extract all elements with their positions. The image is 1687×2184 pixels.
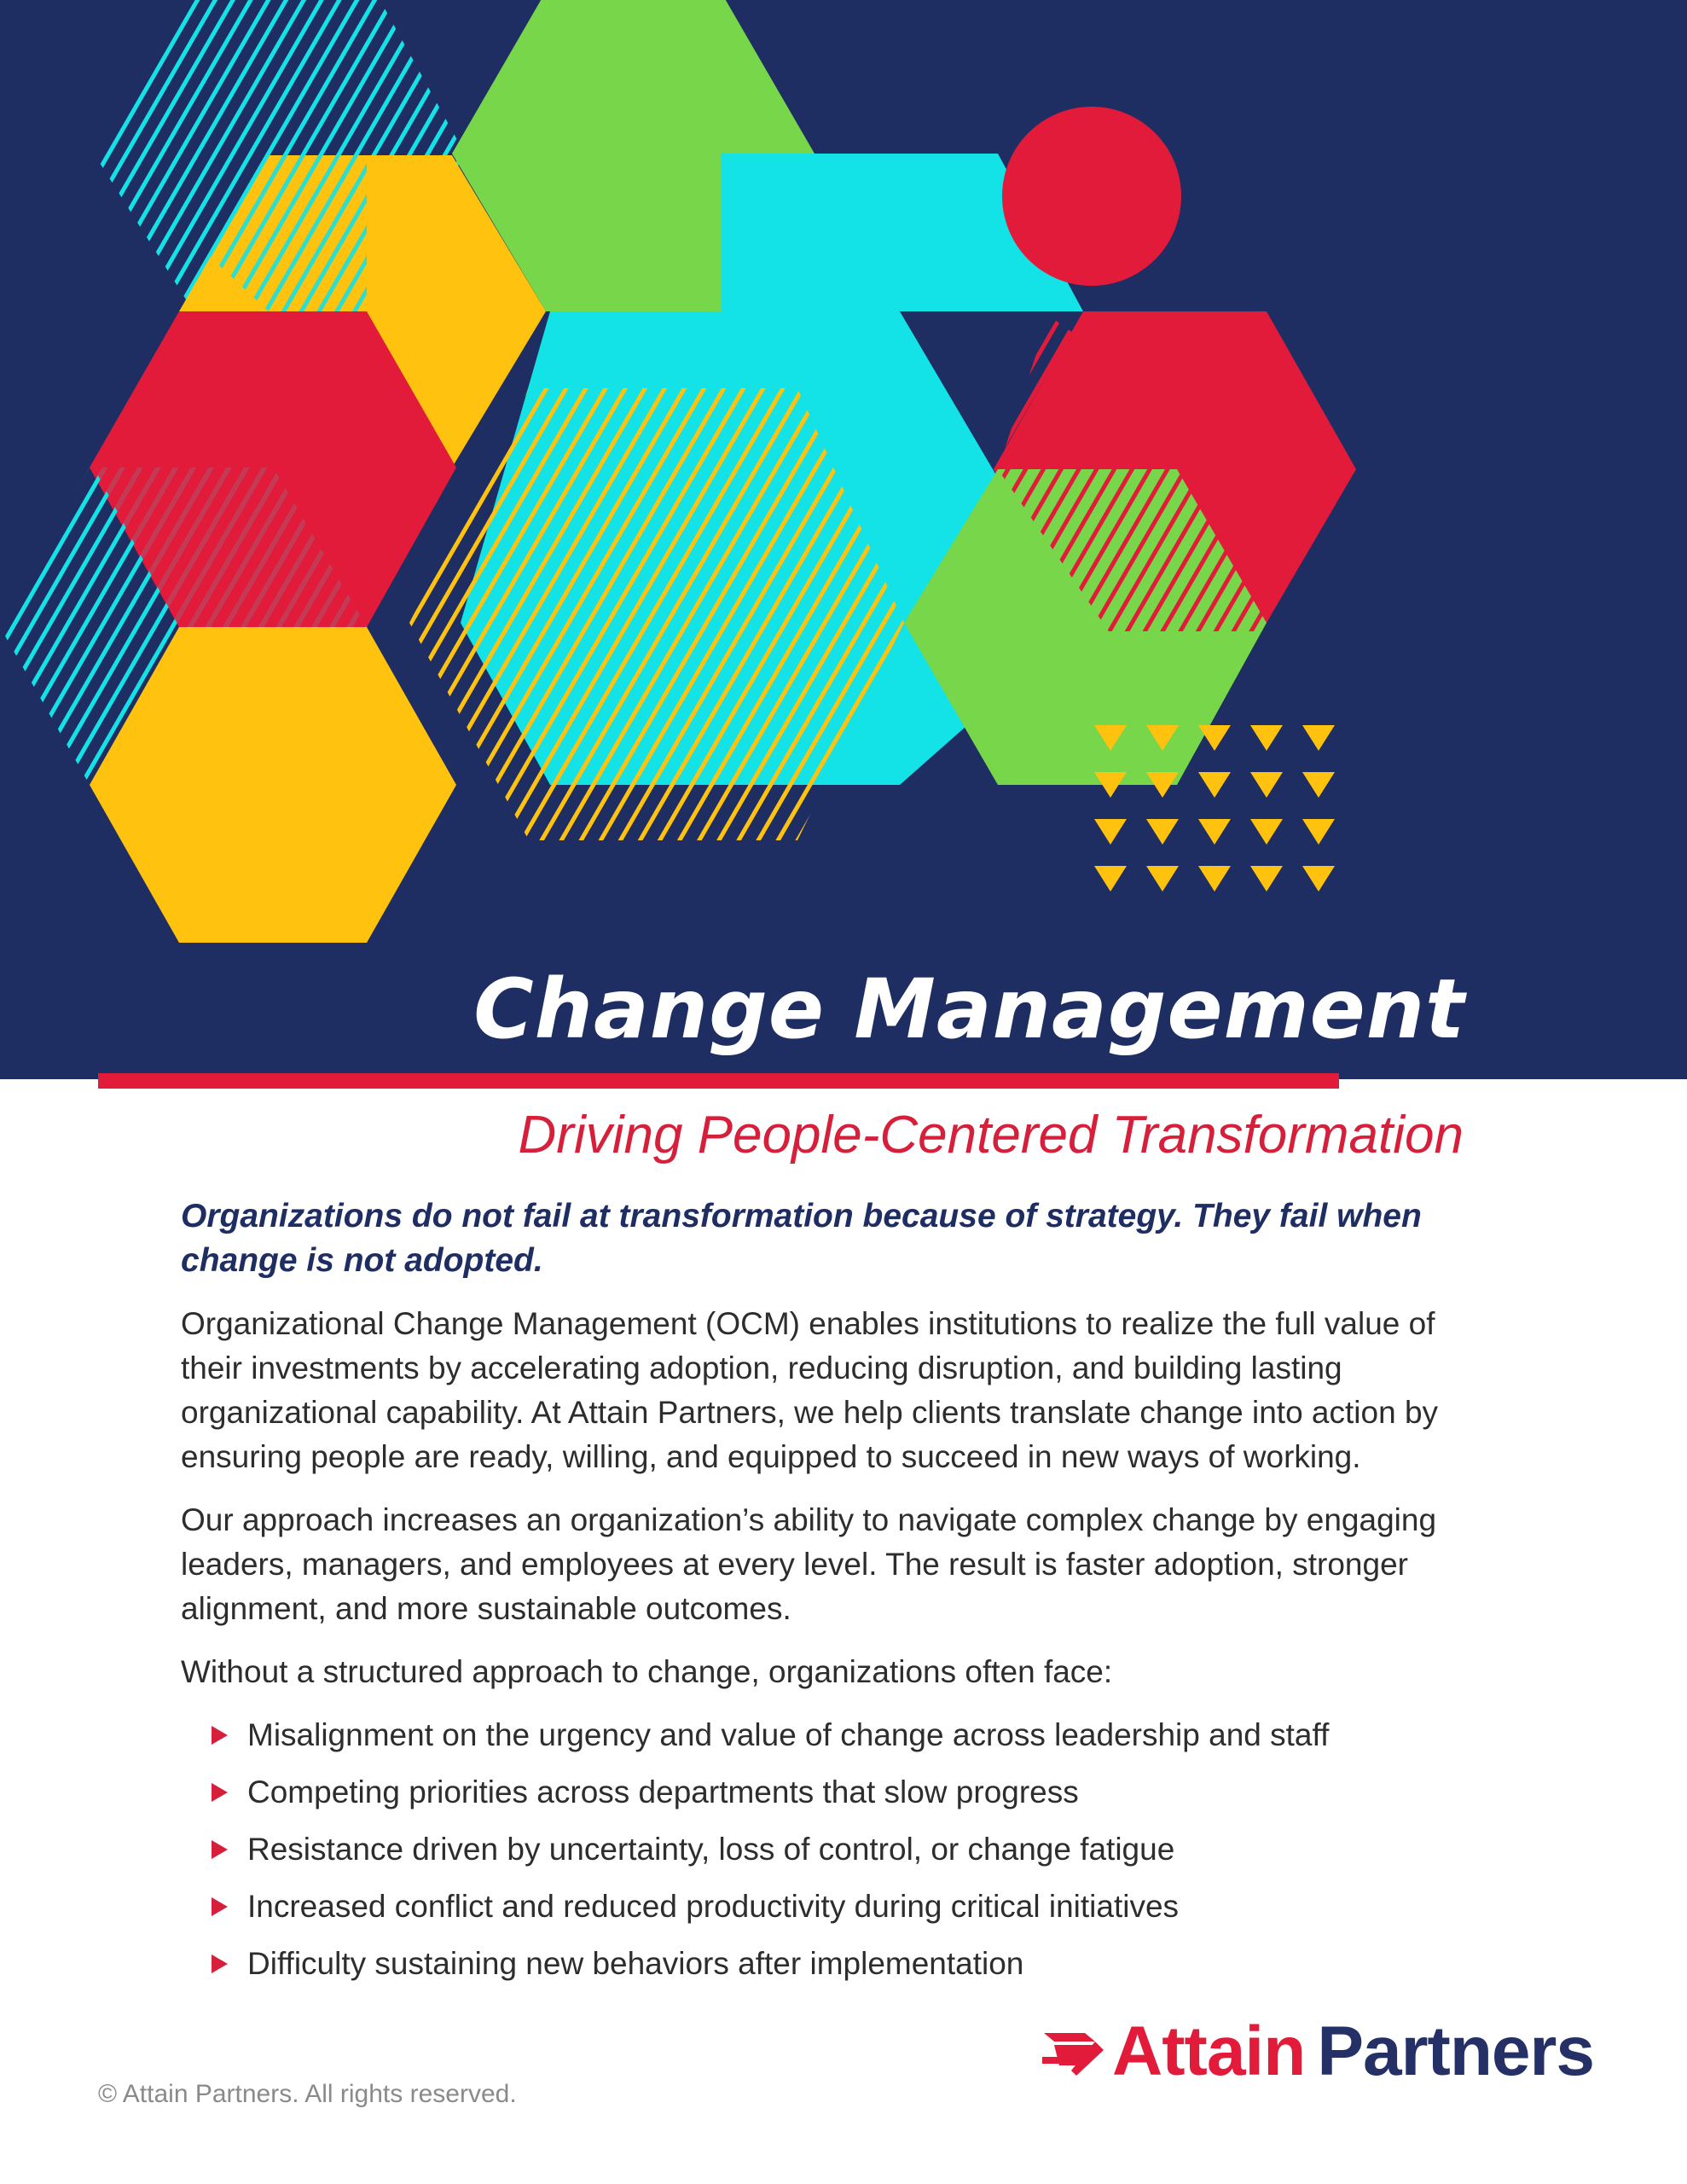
red-triangle-bullet-icon (212, 1783, 228, 1802)
title-underline (98, 1073, 1339, 1089)
red-triangle-bullet-icon (212, 1840, 228, 1859)
list-item: Misalignment on the urgency and value of change across leadership and staff (212, 1713, 1469, 1757)
list-item: Difficulty sustaining new behaviors after implementation (212, 1942, 1469, 1986)
main-content (181, 1194, 1469, 1999)
page-subtitle: Driving People-Centered Transformation (518, 1106, 1464, 1165)
red-circle (1002, 107, 1181, 286)
red-triangle-bullet-icon (212, 1726, 228, 1745)
hero-banner (0, 0, 1687, 1079)
lead-statement: Organizations do not fail at transformation because of strategy. They fail when change is not adopted. (181, 1198, 1422, 1279)
red-triangle-bullet-icon (212, 1955, 228, 1973)
paragraph-challenges-intro: Without a structured approach to change, organizations often face: (181, 1654, 1113, 1689)
page-title: Change Management (473, 961, 1465, 1057)
copyright-notice: © Attain Partners. All rights reserved. (98, 2080, 517, 2108)
attain-partners-logo (1042, 2009, 1597, 2094)
geometric-hexagon-artwork (0, 0, 1687, 1079)
list-item: Competing priorities across departments that slow progress (212, 1770, 1469, 1815)
list-item: Increased conflict and reduced productivity during critical initiatives (212, 1885, 1469, 1929)
attain-arrow-logo-icon (1042, 2023, 1104, 2077)
challenges-list (181, 1713, 1469, 1986)
logo-word-partners: Partners (1317, 2013, 1595, 2090)
paragraph-approach: Our approach increases an organization’s ability to navigate complex change by engaging leaders, managers, and employees at every level. The result is faster adoption, stronger alignment, and more sustainable outcomes. (181, 1502, 1437, 1626)
red-triangle-bullet-icon (212, 1897, 228, 1916)
paragraph-ocm: Organizational Change Management (OCM) enables institutions to realize the full value of their investments by accelerating adoption, reducing disruption, and building lasting organizational capability. At Attain Partners, we help clients translate change into action by ensuring people are ready, willing, and equipped to succeed in new ways of working. (181, 1306, 1439, 1474)
list-item: Resistance driven by uncertainty, loss of control, or change fatigue (212, 1827, 1469, 1872)
logo-word-attain: Attain (1112, 2013, 1306, 2090)
